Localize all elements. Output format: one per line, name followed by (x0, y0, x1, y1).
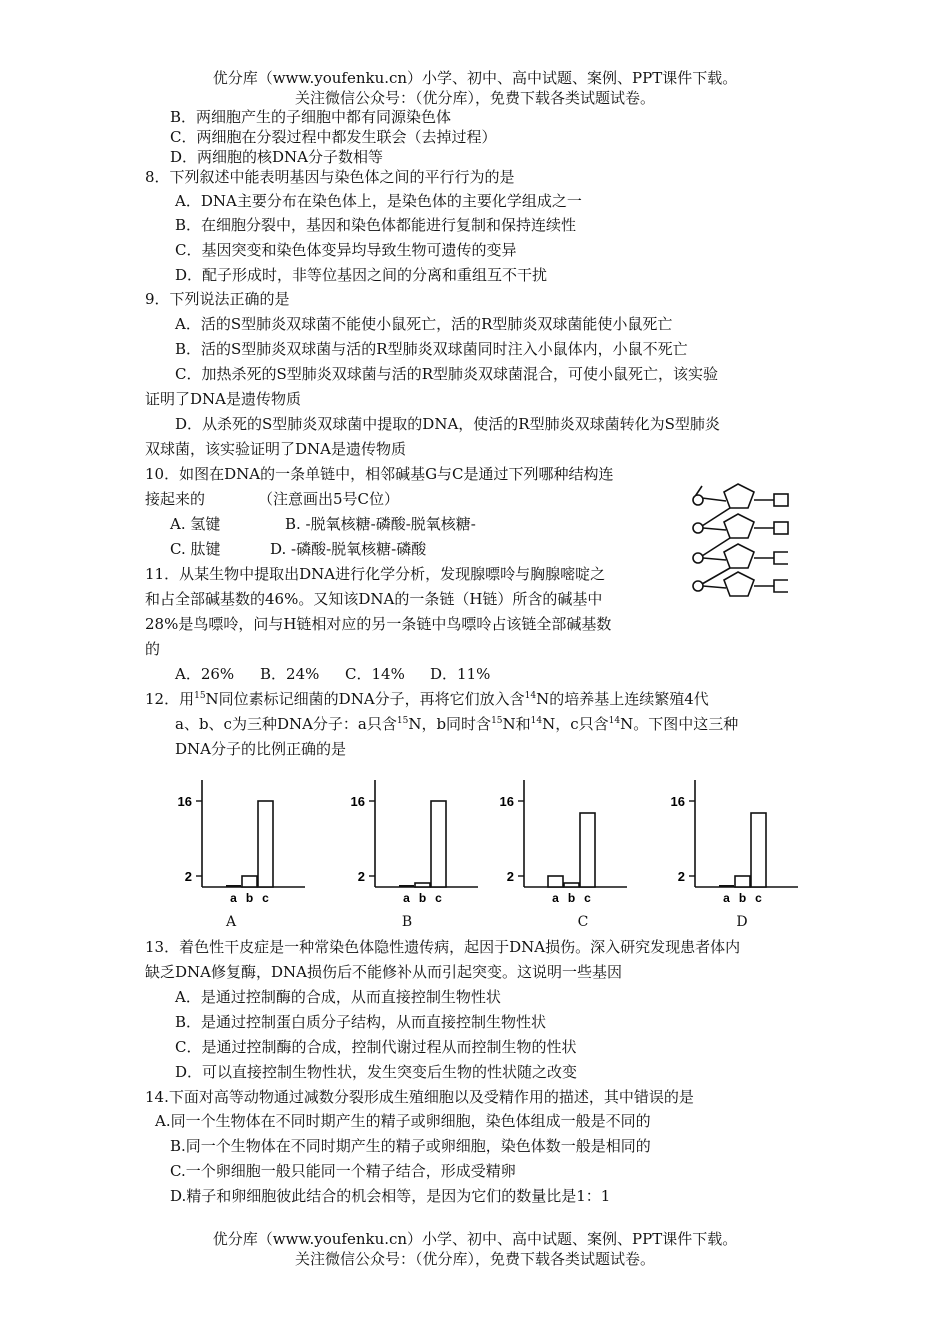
bar-c (580, 813, 595, 887)
q14-stem: 14.下面对高等动物通过减数分裂形成生殖细胞以及受精作用的描述，其中错误的是 (145, 1088, 694, 1106)
bar-b (735, 876, 750, 887)
q10-option-a: A. 氢键 (170, 515, 221, 533)
q11-option-c: C．14% (345, 665, 405, 683)
q13-option-c: C．是通过控制酶的合成，控制代谢过程从而控制生物的性状 (175, 1038, 577, 1056)
y-tick-label: 16 (670, 794, 685, 809)
category-label: c (584, 891, 591, 905)
footer-line-2: 关注微信公众号：（优分库），免费下载各类试题试卷。 (294, 1250, 655, 1268)
bar-c (431, 801, 446, 887)
bar-c (258, 801, 273, 887)
q13-option-d: D．可以直接控制生物性状，发生突变后生物的性状随之改变 (175, 1063, 578, 1081)
q14-option-b: B.同一个生物体在不同时期产生的精子或卵细胞，染色体数一般是相同的 (170, 1137, 651, 1155)
q8-stem: 8．下列叙述中能表明基因与染色体之间的平行行为的是 (145, 168, 515, 186)
nucleotide-1 (693, 484, 788, 508)
q12-stem-line2: a、b、c为三种DNA分子：a只含$^{15}$N，b同时含$^{15}$N和$^{14}$N，c只含$^{14}$N。下图中这三种 (175, 715, 739, 733)
category-label: a (230, 891, 237, 905)
bar-a (548, 876, 563, 887)
bar-chart-a (178, 780, 305, 905)
q11-stem-line3: 28%是鸟嘌呤，问与H链相对应的另一条链中鸟嘌呤占该链全部碱基数 (145, 615, 612, 633)
y-tick-label: 2 (506, 869, 514, 884)
q8-option-d: D．配子形成时，非等位基因之间的分离和重组互不干扰 (175, 266, 548, 284)
category-label: c (262, 891, 269, 905)
q13-option-b: B．是通过控制蛋白质分子结构，从而直接控制生物性状 (175, 1013, 547, 1031)
category-label: a (723, 891, 730, 905)
q14-option-a: A.同一个生物体在不同时期产生的精子或卵细胞，染色体组成一般是不同的 (155, 1112, 651, 1130)
q11-option-b: B．24% (260, 665, 320, 683)
q10-option-c: C. 肽键 (170, 540, 221, 558)
q11-stem-line1: 11．从某生物中提取出DNA进行化学分析，发现腺嘌呤与胸腺嘧啶之 (145, 565, 606, 583)
q7-option-c: C．两细胞在分裂过程中都发生联会（去掉过程） (170, 128, 497, 146)
q9-option-c-line2: 证明了DNA是遗传物质 (145, 390, 301, 408)
q11-stem-line2: 和占全部碱基数的46%。又知该DNA的一条链（H链）所含的碱基中 (145, 590, 603, 608)
footer-line-1: 优分库（www.youfenku.cn）小学、初中、高中试题、案例、PPT课件下载。 (212, 1230, 738, 1248)
q13-stem-line1: 13．着色性干皮症是一种常染色体隐性遗传病，起因于DNA损伤。深入研究发现患者体内 (145, 938, 741, 956)
q11-option-d: D．11% (430, 665, 491, 683)
category-label: a (403, 891, 410, 905)
bar-b (564, 883, 579, 887)
dna-strand-diagram (682, 478, 812, 613)
q9-option-b: B．活的S型肺炎双球菌与活的R型肺炎双球菌同时注入小鼠体内，小鼠不死亡 (175, 340, 688, 358)
q10-stem-line1: 10．如图在DNA的一条单链中，相邻碱基G与C是通过下列哪种结构连 (145, 465, 614, 483)
chart-label-a: A (225, 914, 237, 930)
bar-chart-d (671, 780, 798, 905)
chart-label-b: B (401, 914, 413, 930)
q9-option-a: A．活的S型肺炎双球菌不能使小鼠死亡，活的R型肺炎双球菌能使小鼠死亡 (175, 315, 673, 333)
q12-stem-line3: DNA分子的比例正确的是 (175, 740, 346, 758)
bar-b (415, 883, 430, 887)
y-tick-label: 16 (499, 794, 514, 809)
q13-option-a: A．是通过控制酶的合成，从而直接控制生物性状 (175, 988, 501, 1006)
category-label: a (552, 891, 559, 905)
chart-label-c: C (577, 914, 589, 930)
chart-label-d: D (736, 914, 748, 930)
category-label: b (418, 891, 427, 905)
q12-bar-charts (160, 775, 800, 910)
category-label: c (755, 891, 762, 905)
y-tick-label: 2 (677, 869, 685, 884)
header-line-2: 关注微信公众号：（优分库），免费下载各类试题试卷。 (294, 89, 655, 107)
header-line-1: 优分库（www.youfenku.cn）小学、初中、高中试题、案例、PPT课件下载。 (212, 69, 738, 87)
y-tick-label: 2 (357, 869, 365, 884)
q9-option-c-line1: C．加热杀死的S型肺炎双球菌与活的R型肺炎双球菌混合，可使小鼠死亡，该实验 (175, 365, 719, 383)
category-label: c (435, 891, 442, 905)
nucleotide-3 (693, 538, 788, 568)
q9-option-d-line1: D．从杀死的S型肺炎双球菌中提取的DNA，使活的R型肺炎双球菌转化为S型肺炎 (175, 415, 720, 433)
q8-option-b: B．在细胞分裂中，基因和染色体都能进行复制和保持连续性 (175, 216, 577, 234)
q10-stem-line2: 接起来的 (145, 490, 206, 508)
q14-option-d: D.精子和卵细胞彼此结合的机会相等，是因为它们的数量比是1：1 (170, 1187, 611, 1205)
q13-stem-line2: 缺乏DNA修复酶，DNA损伤后不能修补从而引起突变。这说明一些基因 (145, 963, 622, 981)
q12-stem-line1: 12．用$^{15}$N同位素标记细菌的DNA分子，再将它们放入含$^{14}$N的培养基上连续繁殖4代 (145, 690, 709, 708)
q10-note: （注意画出5号C位） (258, 490, 400, 508)
y-tick-label: 16 (350, 794, 365, 809)
y-tick-label: 16 (177, 794, 192, 809)
bar-b (242, 876, 257, 887)
category-label: b (567, 891, 576, 905)
q7-option-b: B．两细胞产生的子细胞中都有同源染色体 (170, 108, 452, 126)
nucleotide-2 (693, 508, 788, 538)
bar-chart-c (500, 780, 627, 905)
q8-option-c: C．基因突变和染色体变异均导致生物可遗传的变异 (175, 241, 517, 259)
q10-option-d: D. -磷酸-脱氧核糖-磷酸 (270, 540, 427, 558)
bar-c (751, 813, 766, 887)
q9-option-d-line2: 双球菌，该实验证明了DNA是遗传物质 (145, 440, 406, 458)
y-tick-label: 2 (184, 869, 192, 884)
q11-stem-line4: 的 (145, 640, 161, 658)
bar-chart-b (351, 780, 478, 905)
category-label: b (245, 891, 254, 905)
q10-option-b: B. -脱氧核糖-磷酸-脱氧核糖- (285, 515, 476, 533)
category-label: b (738, 891, 747, 905)
q7-option-d: D．两细胞的核DNA分子数相等 (170, 148, 384, 166)
nucleotide-4 (693, 568, 788, 596)
q9-stem: 9．下列说法正确的是 (145, 290, 290, 308)
q11-option-a: A．26% (175, 665, 235, 683)
q14-option-c: C.一个卵细胞一般只能同一个精子结合，形成受精卵 (170, 1162, 516, 1180)
q8-option-a: A．DNA主要分布在染色体上，是染色体的主要化学组成之一 (175, 192, 582, 210)
